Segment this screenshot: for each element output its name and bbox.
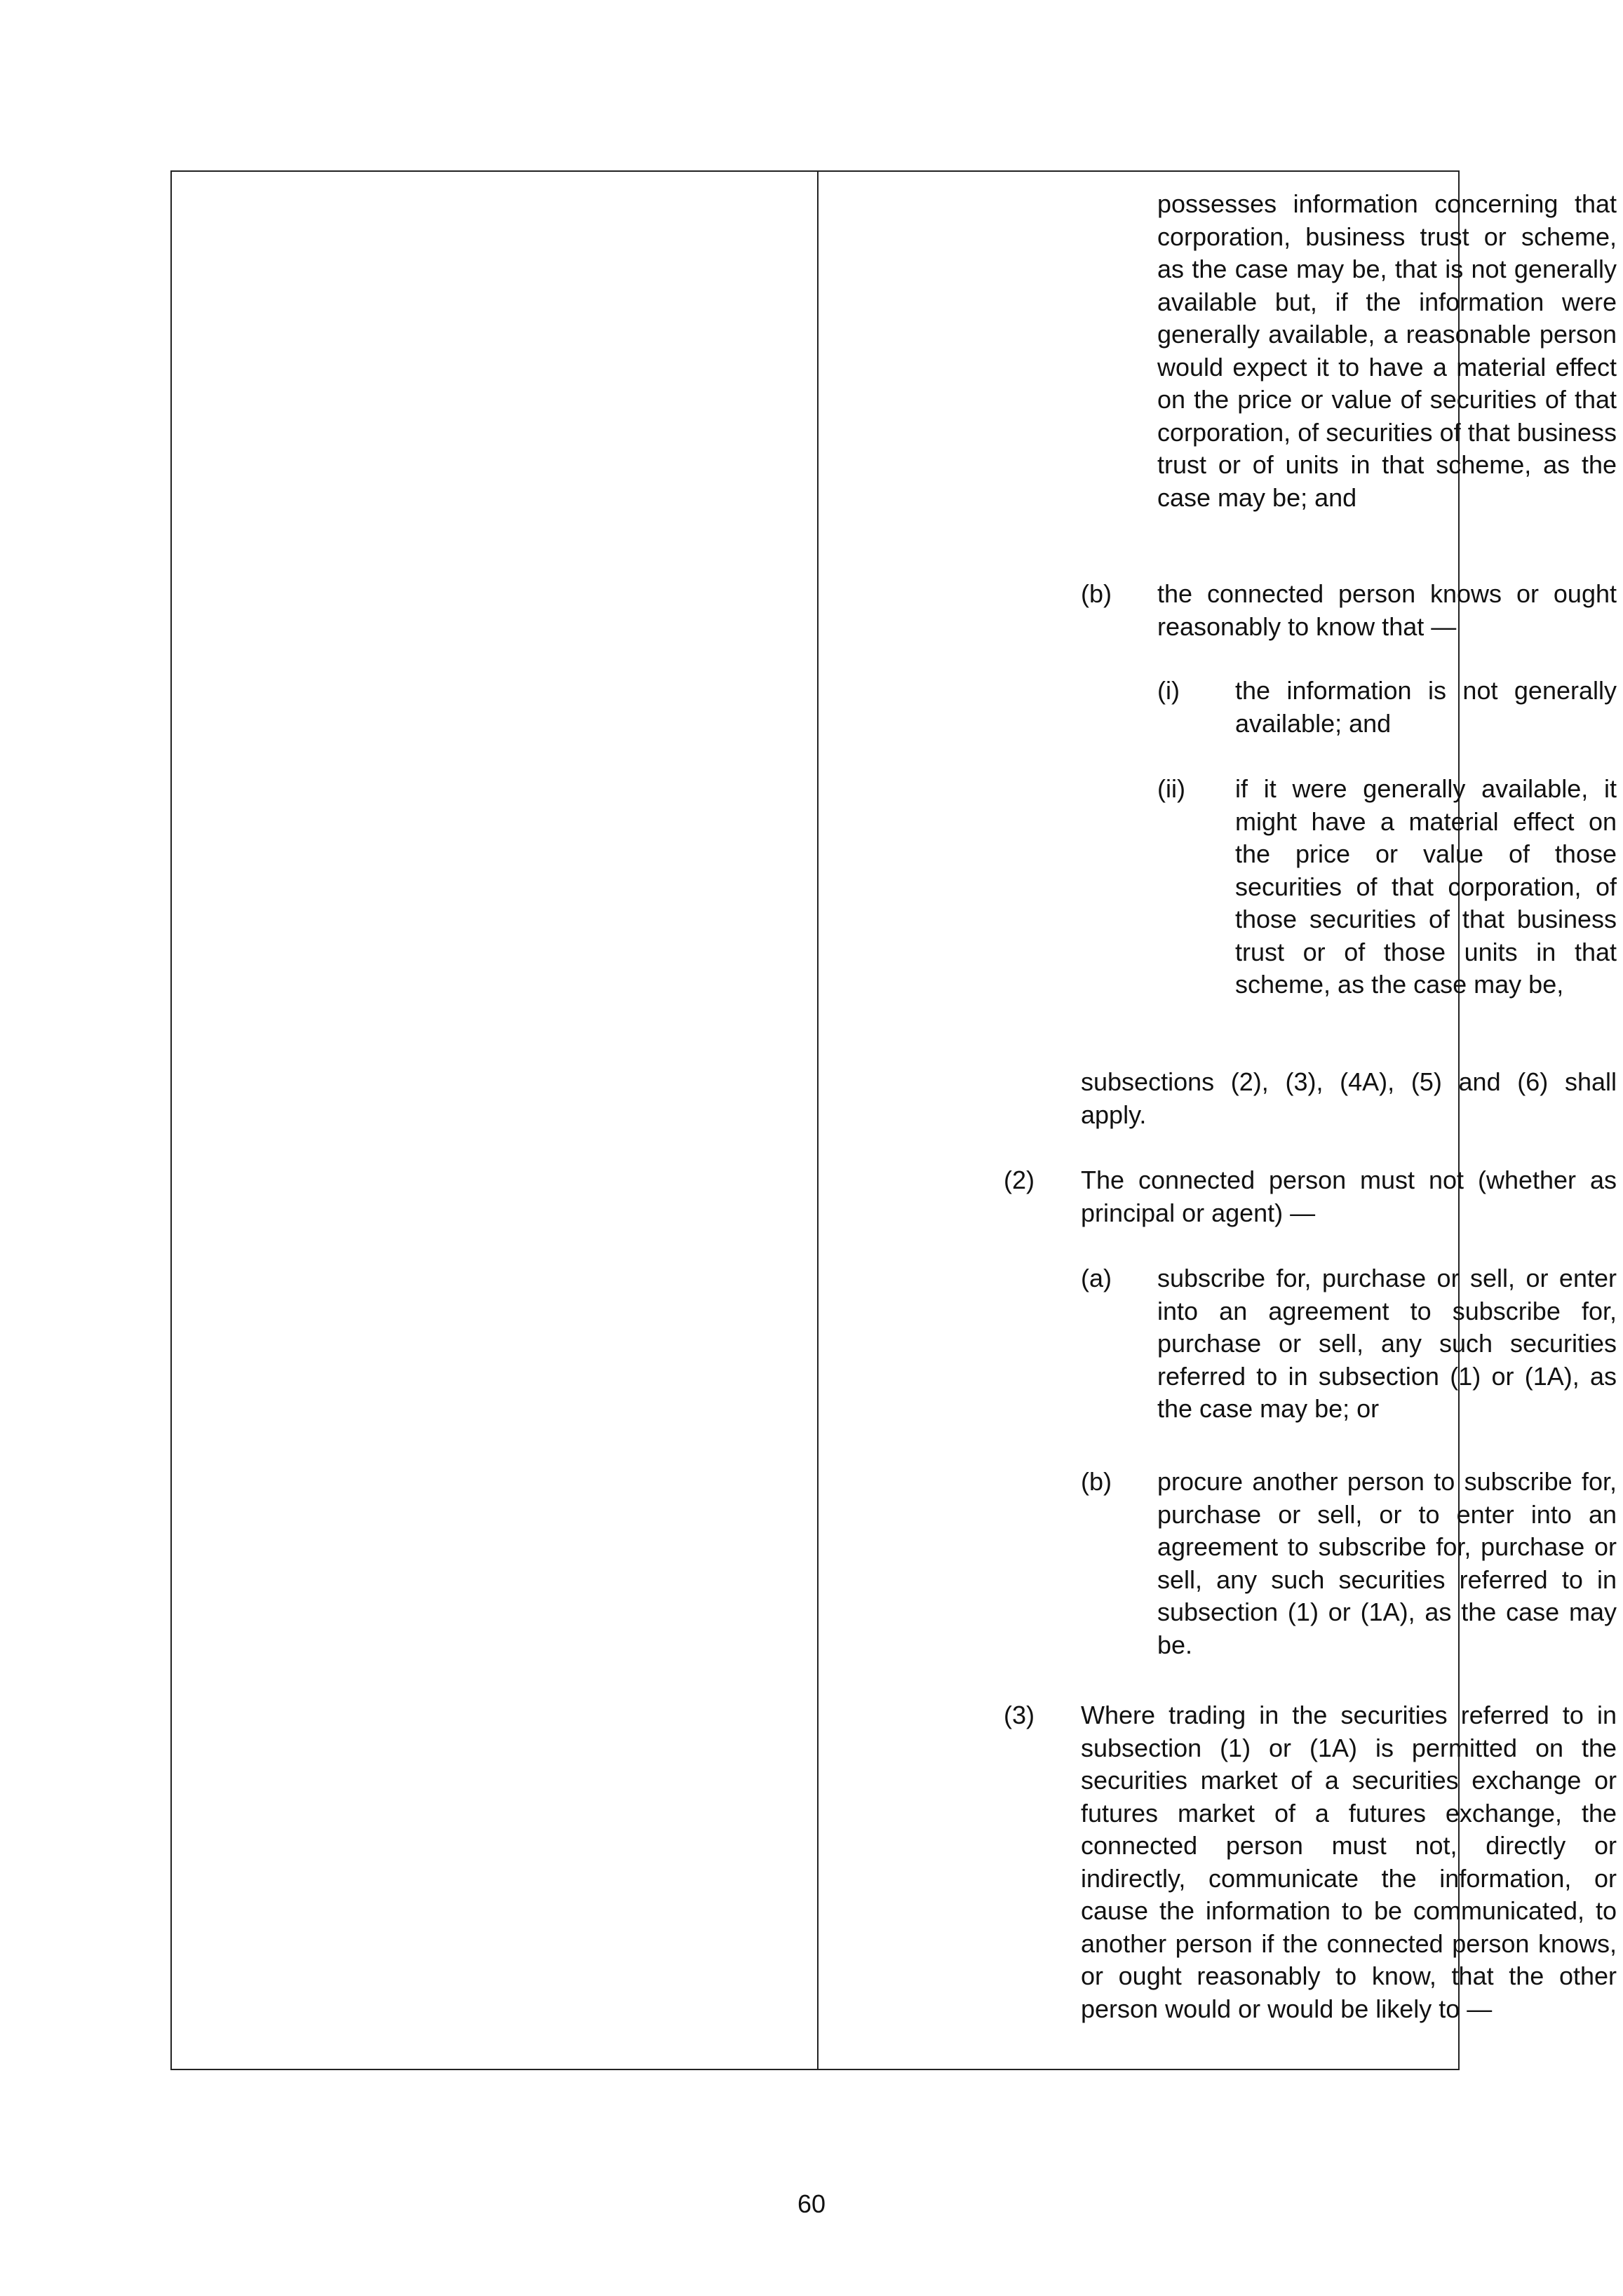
subsection-label-2: (2) [1004,1166,1035,1194]
apply-paragraph: subsections (2), (3), (4A), (5) and (6) shall apply. [1081,1067,1617,1129]
item-text-2a: subscribe for, purchase or sell, or enter into an agreement to subscribe for, purchase or sell, any such securities referred to in subsection (1) or (1A), as the case may be; or [1157,1264,1617,1423]
subsection-text-2: The connected person must not (whether as principal or agent) — [1081,1166,1617,1227]
item-text-2b: procure another person to subscribe for, purchase or sell, or to enter into an agreement to subscribe for, purchase or sell, any such securities referred to in subsection (1) or (1A), as the case may be. [1157,1467,1617,1659]
left-column [172,172,819,2069]
subsection-label-3: (3) [1004,1701,1035,1729]
subsection-text-3: Where trading in the securities referred to in subsection (1) or (1A) is permitted on the securities market of a securities exchange or futures market of a futures exchange, the connected person must not, directly or indirectly, communicate the information, or cause the information to be communicated, to another person if the connected person knows, or ought reasonably to know, that the other person would or would be likely to — [1081,1701,1617,2023]
page-number: 60 [797,2189,826,2218]
right-column [819,172,1617,2069]
item-label-2b: (b) [1081,1467,1112,1496]
item-text-1b-ii: if it were generally available, it might have a material effect on the price or value of those securities of that corporation, of those securities of that business trust or of those units in that scheme, as the case may be, [1235,774,1617,999]
item-label-1b-i: (i) [1157,676,1180,705]
item-label-1b-ii: (ii) [1157,774,1185,803]
item-label-2a: (a) [1081,1264,1112,1292]
item-text-1b-i: the information is not generally available; and [1235,676,1617,738]
item-text-1b: the connected person knows or ought reasonably to know that — [1157,579,1617,641]
continuation-paragraph: possesses information concerning that corporation, business trust or scheme, as the case may be, that is not generally available but, if the information were generally available, a reasonable person would expect it to have a material effect on the price or value of securities of that corporation, of securities of that business trust or of units in that scheme, as the case may be; and [1157,189,1617,512]
item-label-1b: (b) [1081,579,1112,608]
document-table [170,170,1617,2070]
